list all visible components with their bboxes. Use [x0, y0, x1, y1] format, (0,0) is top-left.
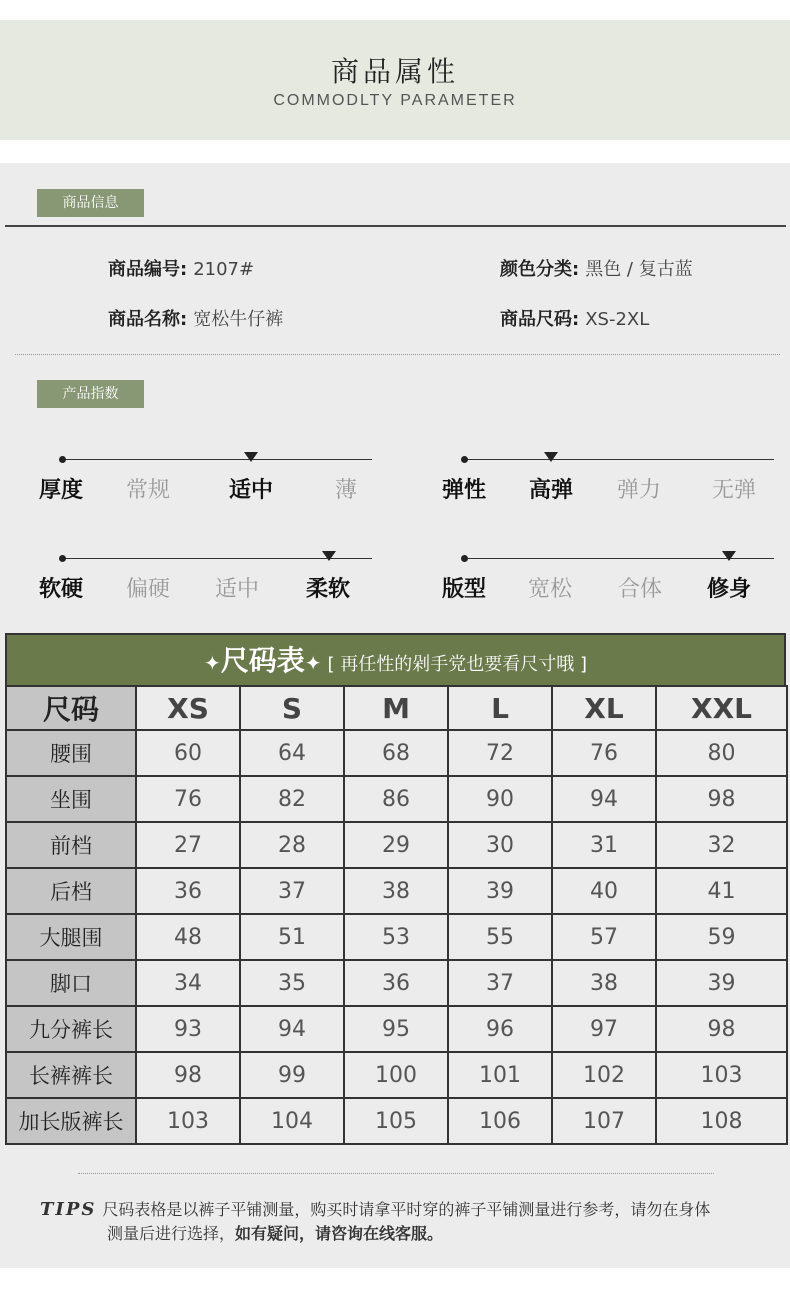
scale-start-dot [461, 555, 468, 562]
info-value: XS-2XL [585, 309, 650, 330]
table-cell: 60 [136, 730, 240, 776]
row-header-cell: 坐围 [6, 776, 136, 822]
info-key: 商品尺码: [500, 309, 580, 330]
scale-head: 版型 [442, 577, 487, 602]
info-value: 宽松牛仔裤 [193, 309, 284, 330]
size-column-header: M [344, 686, 448, 730]
table-cell: 101 [448, 1052, 552, 1098]
size-chart [5, 633, 786, 1145]
table-cell: 59 [656, 914, 787, 960]
table-cell: 98 [656, 1006, 787, 1052]
tips-emphasis: 如有疑问，请咨询在线客服。 [235, 1224, 444, 1243]
scale-elasticity [442, 453, 790, 523]
table-cell: 103 [136, 1098, 240, 1144]
scale-option-selected: 柔软 [305, 577, 351, 602]
table-cell: 104 [240, 1098, 344, 1144]
table-cell: 76 [136, 776, 240, 822]
table-row [6, 1098, 787, 1144]
size-chart-title: 尺码表 [220, 644, 305, 677]
sparkle-right-icon: ✦ [304, 651, 322, 675]
scale-fit [442, 552, 790, 622]
table-cell: 95 [344, 1006, 448, 1052]
scale-option: 弹力 [616, 478, 662, 503]
table-cell: 108 [656, 1098, 787, 1144]
table-row [6, 776, 787, 822]
row-header-cell: 前档 [6, 822, 136, 868]
row-header-cell: 脚口 [6, 960, 136, 1006]
table-cell: 39 [448, 868, 552, 914]
table-cell: 57 [552, 914, 656, 960]
table-cell: 68 [344, 730, 448, 776]
table-cell: 38 [552, 960, 656, 1006]
scale-line [62, 459, 372, 460]
table-cell: 40 [552, 868, 656, 914]
table-cell: 36 [344, 960, 448, 1006]
table-cell: 107 [552, 1098, 656, 1144]
row-header-cell: 长裤裤长 [6, 1052, 136, 1098]
scale-option-selected: 适中 [228, 478, 274, 503]
table-row [6, 868, 787, 914]
divider-line [5, 225, 786, 227]
table-cell: 96 [448, 1006, 552, 1052]
size-chart-title-bar [5, 633, 786, 685]
table-cell: 36 [136, 868, 240, 914]
table-cell: 72 [448, 730, 552, 776]
info-value: 黑色 / 复古蓝 [585, 259, 693, 280]
dotted-divider [15, 354, 780, 355]
sparkle-left-icon: ✦ [203, 651, 221, 675]
table-cell: 30 [448, 822, 552, 868]
table-cell: 102 [552, 1052, 656, 1098]
page-header [0, 20, 790, 140]
product-index-tag: 产品指数 [37, 380, 144, 408]
table-row [6, 1052, 787, 1098]
table-cell: 103 [656, 1052, 787, 1098]
table-row [6, 960, 787, 1006]
table-cell: 82 [240, 776, 344, 822]
scale-start-dot [59, 555, 66, 562]
size-column-header: XS [136, 686, 240, 730]
page-title: 商品属性 [330, 55, 459, 88]
table-row [6, 822, 787, 868]
info-value: 2107# [193, 259, 255, 280]
table-cell: 48 [136, 914, 240, 960]
table-cell: 106 [448, 1098, 552, 1144]
tips-text: 尺码表格是以裤子平铺测量，购买时请拿平时穿的裤子平铺测量进行参考，请勿在身体 [102, 1200, 711, 1219]
scale-head: 软硬 [39, 577, 84, 602]
info-key: 商品编号: [108, 259, 188, 280]
table-cell: 80 [656, 730, 787, 776]
table-row [6, 1006, 787, 1052]
size-corner-cell: 尺码 [6, 686, 136, 730]
scale-marker-icon [244, 452, 258, 462]
row-header-cell: 腰围 [6, 730, 136, 776]
row-header-cell: 大腿围 [6, 914, 136, 960]
parameter-panel [0, 163, 790, 1268]
info-key: 颜色分类: [500, 259, 580, 280]
table-cell: 86 [344, 776, 448, 822]
scale-marker-icon [544, 452, 558, 462]
size-header-row [6, 686, 787, 730]
scale-marker-icon [722, 551, 736, 561]
table-cell: 37 [448, 960, 552, 1006]
table-cell: 99 [240, 1052, 344, 1098]
table-cell: 32 [656, 822, 787, 868]
row-header-cell: 后档 [6, 868, 136, 914]
scale-softness [39, 552, 392, 622]
info-item-name [108, 305, 283, 331]
table-cell: 93 [136, 1006, 240, 1052]
tips-label: TIPS [40, 1199, 97, 1220]
tips-text: 测量后进行选择， [107, 1224, 236, 1243]
table-cell: 76 [552, 730, 656, 776]
scale-thickness [39, 453, 392, 523]
table-cell: 41 [656, 868, 787, 914]
table-cell: 28 [240, 822, 344, 868]
size-column-header: XL [552, 686, 656, 730]
table-cell: 29 [344, 822, 448, 868]
scale-option: 无弹 [711, 478, 757, 503]
table-cell: 27 [136, 822, 240, 868]
table-cell: 53 [344, 914, 448, 960]
table-cell: 98 [656, 776, 787, 822]
size-column-header: S [240, 686, 344, 730]
scale-start-dot [461, 456, 468, 463]
table-cell: 94 [240, 1006, 344, 1052]
table-cell: 51 [240, 914, 344, 960]
scale-option: 偏硬 [125, 577, 171, 602]
size-column-header: L [448, 686, 552, 730]
row-header-cell: 加长版裤长 [6, 1098, 136, 1144]
row-header-cell: 九分裤长 [6, 1006, 136, 1052]
table-cell: 94 [552, 776, 656, 822]
table-cell: 31 [552, 822, 656, 868]
size-chart-subtitle: [ 再任性的剁手党也要看尺寸哦 ] [327, 654, 588, 675]
table-cell: 35 [240, 960, 344, 1006]
product-info-tag: 商品信息 [37, 189, 144, 217]
scale-head: 厚度 [39, 478, 84, 503]
scale-option: 宽松 [527, 577, 573, 602]
tips-note [40, 1198, 770, 1246]
scale-option-selected: 修身 [706, 577, 752, 602]
table-cell: 97 [552, 1006, 656, 1052]
table-cell: 64 [240, 730, 344, 776]
scale-option: 薄 [334, 478, 358, 503]
scale-marker-icon [322, 551, 336, 561]
table-row [6, 914, 787, 960]
page-subtitle: COMMODLTY PARAMETER [273, 92, 517, 109]
scale-head: 弹性 [442, 478, 487, 503]
size-table [5, 685, 788, 1145]
table-cell: 38 [344, 868, 448, 914]
info-key: 商品名称: [108, 309, 188, 330]
table-cell: 39 [656, 960, 787, 1006]
table-cell: 55 [448, 914, 552, 960]
scale-option-selected: 高弹 [528, 478, 574, 503]
scale-option: 合体 [617, 577, 663, 602]
table-cell: 34 [136, 960, 240, 1006]
table-row [6, 730, 787, 776]
table-cell: 100 [344, 1052, 448, 1098]
scale-option: 适中 [214, 577, 260, 602]
size-column-header: XXL [656, 686, 787, 730]
scale-option: 常规 [125, 478, 171, 503]
table-cell: 105 [344, 1098, 448, 1144]
table-cell: 98 [136, 1052, 240, 1098]
table-cell: 37 [240, 868, 344, 914]
info-item-code [108, 255, 254, 281]
table-cell: 90 [448, 776, 552, 822]
scale-start-dot [59, 456, 66, 463]
info-item-size [500, 305, 649, 331]
info-item-color [500, 255, 693, 281]
scale-line [464, 459, 774, 460]
dotted-divider [78, 1173, 714, 1174]
